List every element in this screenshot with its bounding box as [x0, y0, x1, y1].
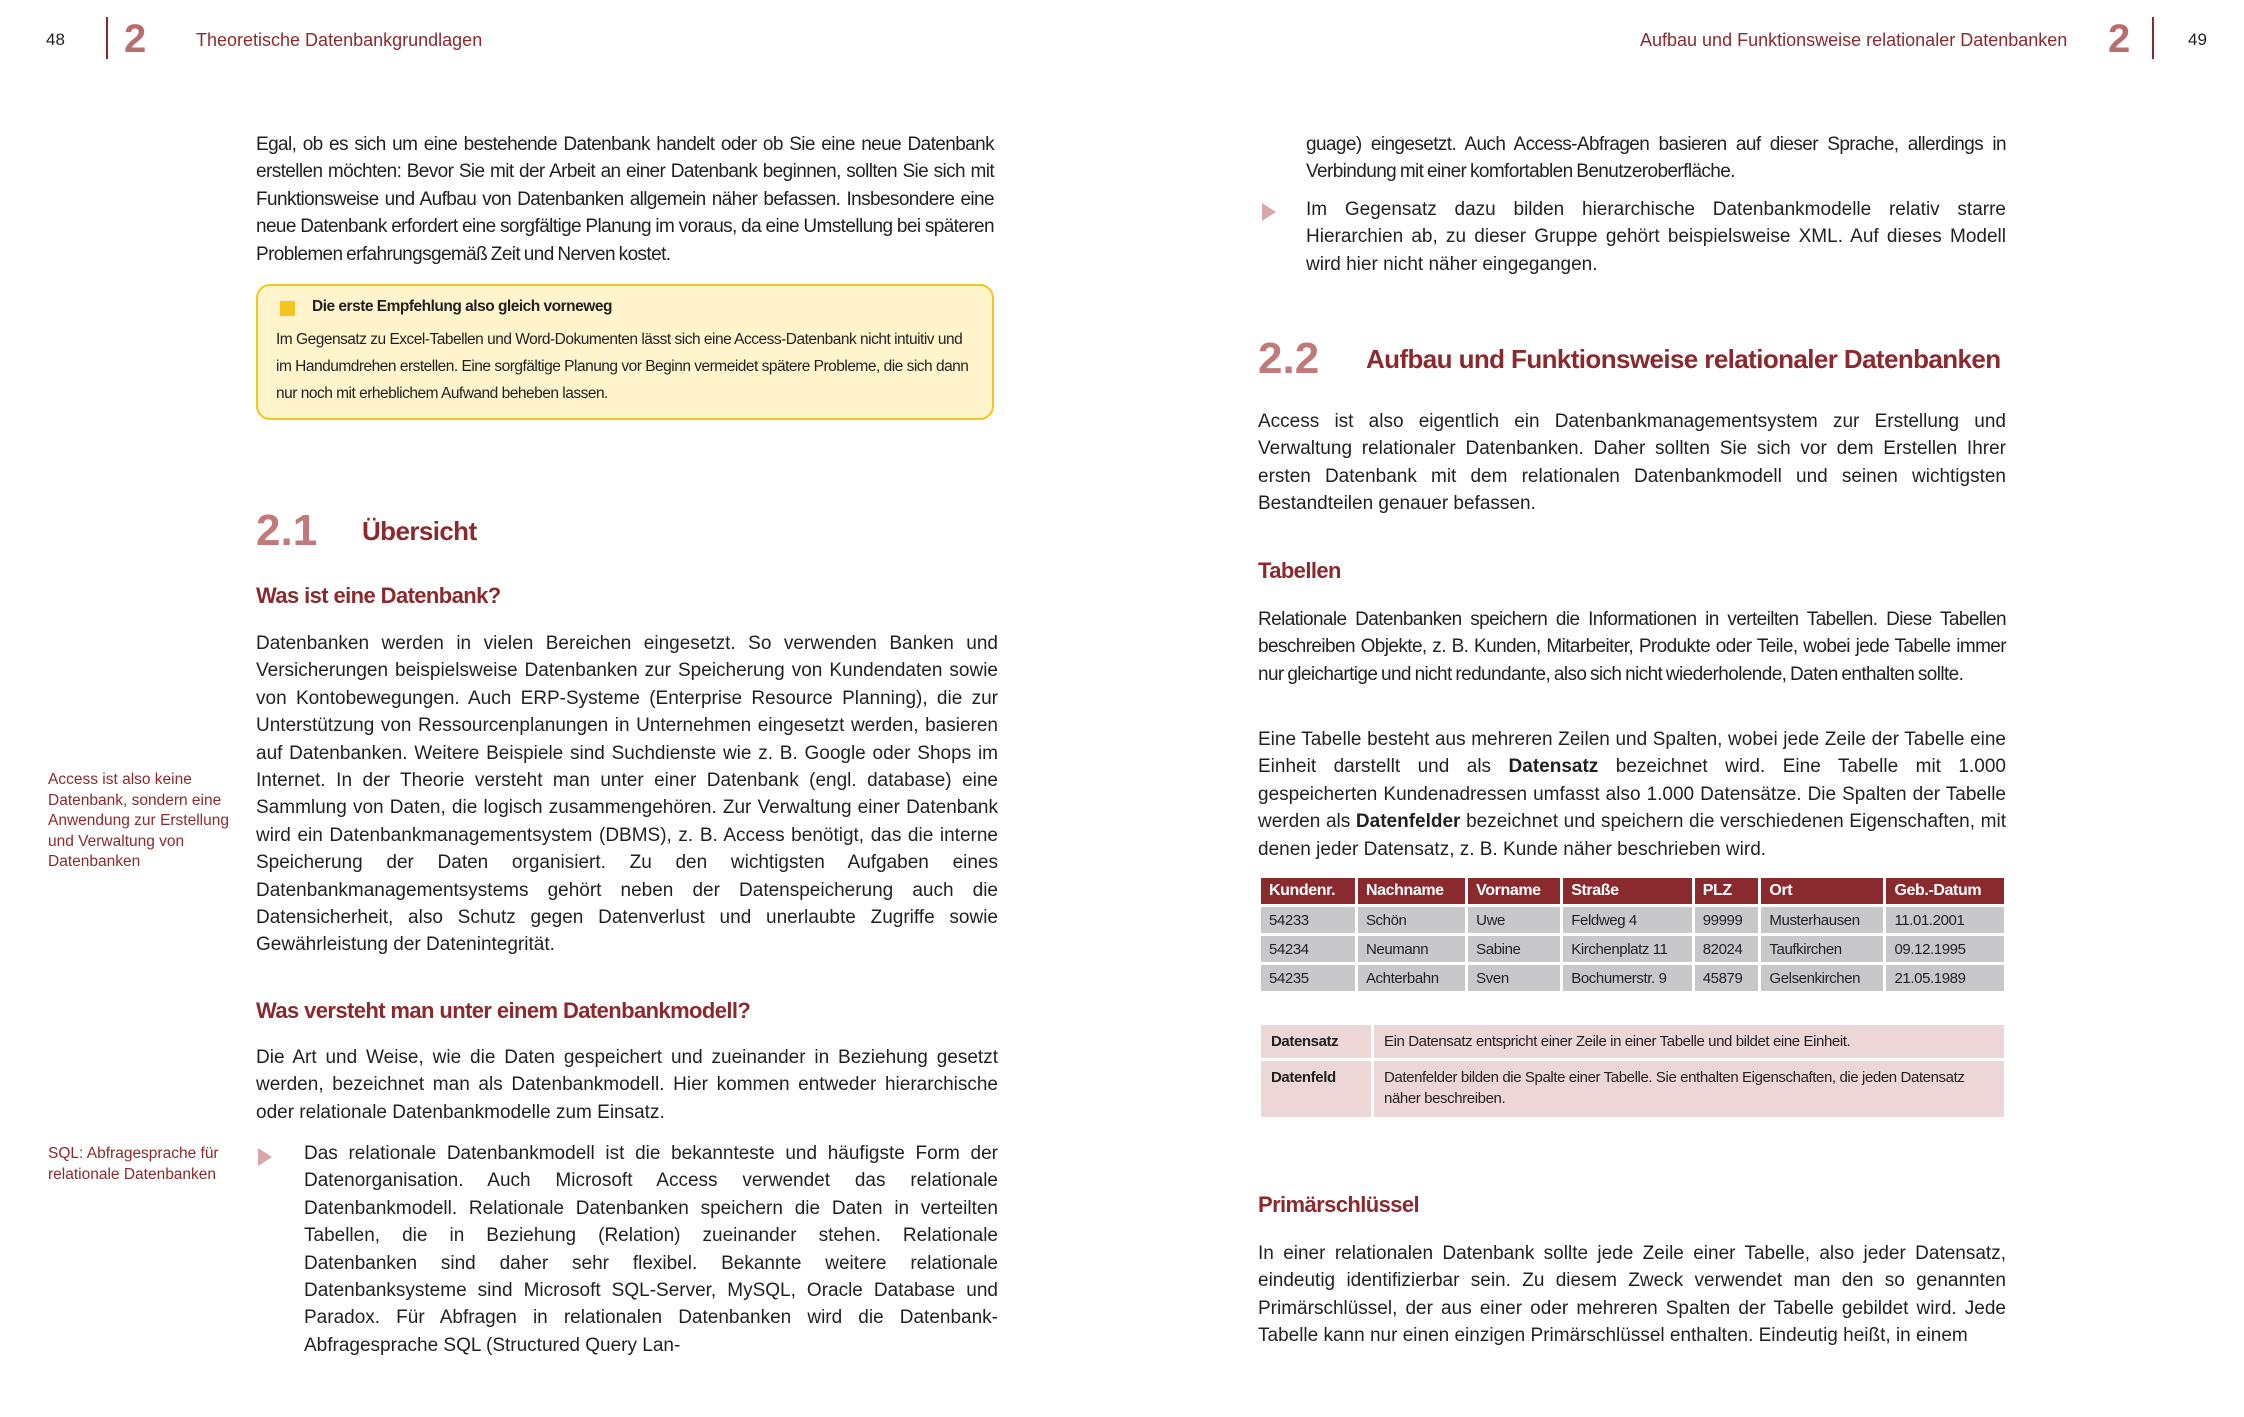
table-cell: Gelsenkirchen: [1761, 965, 1883, 991]
table-cell: 54233: [1261, 907, 1355, 933]
column-header: Nachname: [1358, 878, 1465, 904]
table-cell: Sabine: [1468, 936, 1560, 962]
definitions-table: [1258, 1022, 2007, 1120]
customer-table: [1258, 875, 2007, 994]
table-cell: 99999: [1695, 907, 1759, 933]
section-number: 2.2: [1258, 334, 1320, 383]
table-cell: Bochumerstr. 9: [1563, 965, 1691, 991]
running-title-right: Aufbau und Funktionsweise relationaler Datenbanken: [1640, 30, 2068, 50]
section-number: 2.1: [256, 506, 318, 555]
definition-row: [1261, 1061, 2004, 1117]
paragraph-datenbank: Datenbanken werden in vielen Bereichen eingesetzt. So verwenden Banken und Versicherungen beispielsweise Datenbanken zur Speicherung von Kundendaten sowie von Kontobewegungen. Auch ERP-Systeme (Enterprise Resource Planning), die zur Unterstützung von Ressourcenplanungen in Unternehmen eingesetzt werden, basieren auf Datenbanken. Weitere Beispiele sind Suchdienste wie z. B. Google oder Shops im Internet. In der Theorie versteht man unter einer Datenbank (engl. database) eine Sammlung von Daten, die logisch zusammengehören. Zur Verwaltung einer Datenbank wird ein Datenbankmanagementsystem (DBMS), z. B. Access benötigt, das die interne Speicherung der Daten organisiert. Zu den wichtigsten Aufgaben eines Datenbankmanagementsystems gehört neben der Datenspeicherung auch die Datensicherheit, also Schutz gegen Datenverlust und unerlaubte Zugriffe sowie Gewährleistung der Datenintegrität.: [256, 633, 998, 956]
term-datenfelder: Datenfelder: [1355, 811, 1461, 833]
table-row: [1261, 965, 2004, 991]
column-header: Ort: [1761, 878, 1883, 904]
chapter-number-right: 2: [2108, 17, 2131, 61]
bullet-triangle-icon: [258, 1148, 272, 1166]
table-row: [1261, 907, 2004, 933]
section-paragraph: Access ist also eigentlich ein Datenbankmanagementsystem zur Erstellung und Verwaltung relationaler Datenbanken. Daher sollten Sie sich vor dem Erstellen Ihrer ersten Datenbank mit dem relationalen Datenbankmodell und seinen wichtigsten Bestandteilen genauer befassen.: [1258, 411, 2006, 515]
table-cell: Feldweg 4: [1563, 907, 1691, 933]
table-cell: Taufkirchen: [1761, 936, 1883, 962]
bullet-triangle-icon: [1262, 203, 1276, 221]
intro-paragraph: Egal, ob es sich um eine bestehende Datenbank handelt oder ob Sie eine neue Datenbank erstellen möchten: Bevor Sie mit der Arbeit an einer Datenbank beginnen, sollten Sie sich mit Funktionsweise und Aufbau von Datenbanken allgemein näher befassen. Insbesondere eine neue Datenbank erfordert eine sorgfältige Planung im voraus, da eine Umstellung bei späteren Problemen erfahrungsgemäß Zeit und Nerven kostet.: [256, 134, 994, 265]
tip-title: Die erste Empfehlung also gleich vorneweg: [312, 298, 612, 315]
table-cell: Achterbahn: [1358, 965, 1465, 991]
column-header: Geb.-Datum: [1886, 878, 2004, 904]
table-cell: Uwe: [1468, 907, 1560, 933]
margin-note-sql: SQL: Abfragesprache für relationale Datenbanken: [48, 1145, 219, 1183]
running-title-left: Theoretische Datenbankgrundlagen: [196, 30, 483, 50]
table-cell: Schön: [1358, 907, 1465, 933]
tip-box: [256, 284, 994, 420]
column-header: Straße: [1563, 878, 1691, 904]
bullet-relational-continued: guage) eingesetzt. Auch Access-Abfragen basieren auf dieser Sprache, allerdings in Verbindung mit einer komfortablen Benutzeroberfläche.: [1306, 134, 2006, 183]
text-run: bezeichnet und speichern die verschiedenen Eigenschaften, mit denen jeder Datensatz, z. B. Kunde näher beschrieben wird.: [1258, 811, 2006, 860]
section-title: Übersicht: [362, 516, 477, 546]
definition-text: Datenfelder bilden die Spalte einer Tabelle. Sie enthalten Eigenschaften, die jeden Datensatz näher beschreiben.: [1374, 1061, 2004, 1117]
paragraph-datenbankmodell: Die Art und Weise, wie die Daten gespeichert und zueinander in Beziehung gesetzt werden, bezeichnet man als Datenbankmodell. Hier kommen entweder hierarchische oder relationale Datenbankmodelle zum Einsatz.: [256, 1047, 998, 1123]
definition-row: [1261, 1025, 2004, 1058]
subsection-heading-tabellen: Tabellen: [1258, 558, 1341, 583]
table-cell: 54234: [1261, 936, 1355, 962]
header-divider-right: [2152, 17, 2154, 59]
table-header-row: [1261, 878, 2004, 904]
paragraph-tabellen-2: [1258, 726, 2006, 863]
yellow-square-icon: [280, 301, 295, 316]
tip-text: Im Gegensatz zu Excel-Tabellen und Word-Dokumenten lässt sich eine Access-Datenbank nicht intuitiv und im Handumdrehen erstellen. Eine sorgfältige Planung vor Beginn vermeidet spätere Probleme, die sich dann nur noch mit erheblichem Aufwand beheben lassen.: [276, 331, 969, 402]
table-cell: Neumann: [1358, 936, 1465, 962]
term-datensatz: Datensatz: [1508, 756, 1599, 778]
paragraph-primaerschluessel: In einer relationalen Datenbank sollte jede Zeile einer Tabelle, also jeder Datensatz, eindeutig identifizierbar sein. Zu diesem Zweck verwendet man den so genannten Primärschlüssel, der aus einer oder mehreren Spalten der Tabelle gebildet wird. Jede Tabelle kann nur einen einzigen Primärschlüssel enthalten. Eindeutig heißt, in einem: [1258, 1243, 2006, 1347]
text-run: Eine Tabelle besteht aus mehreren Zeilen und Spalten, wobei jede Zeile der Tabelle eine Einheit darstellt und als: [1258, 729, 2006, 778]
definition-term: Datensatz: [1261, 1025, 1371, 1058]
header-divider-left: [106, 17, 108, 59]
section-title: Aufbau und Funktionsweise relationaler Datenbanken: [1366, 344, 2001, 374]
table-cell: Kirchenplatz 11: [1563, 936, 1691, 962]
bullet-hierarchical-model: Im Gegensatz dazu bilden hierarchische Datenbankmodelle relativ starre Hierarchien ab, zu dieser Gruppe gehört beispielsweise XML. Auf dieses Modell wird hier nicht näher eingegangen.: [1306, 199, 2006, 275]
text-run: bezeichnet wird. Eine Tabelle mit 1.000 gespeicherten Kundenadressen umfasst also 1.000 Datensätze. Die Spalten der Tabelle werden als: [1258, 756, 2006, 833]
bullet-relational-model: Das relationale Datenbankmodell ist die bekannteste und häufigste Form der Datenorganisation. Auch Microsoft Access verwendet das relationale Datenbankmodell. Relationale Datenbanken speichern die Daten in verteilten Tabellen, die in Beziehung (Relation) zueinander stehen. Relationale Datenbanken sind daher sehr flexibel. Bekannte weitere relationale Datenbanksysteme sind Microsoft SQL-Server, MySQL, Oracle Database und Paradox. Für Abfragen in relationalen Datenbanken wird die Datenbank-Abfragesprache SQL (Structured Query Lan-: [304, 1143, 998, 1356]
table-cell: Musterhausen: [1761, 907, 1883, 933]
page-number-left: 48: [46, 30, 65, 49]
table-cell: 54235: [1261, 965, 1355, 991]
paragraph-tabellen-1: Relationale Datenbanken speichern die Informationen in verteilten Tabellen. Diese Tabellen beschreiben Objekte, z. B. Kunden, Mitarbeiter, Produkte oder Teile, wobei jede Tabelle immer nur gleichartige und nicht redundante, also sich nicht wiederholende, Daten enthalten sollte.: [1258, 609, 2006, 685]
table-row: [1261, 936, 2004, 962]
table-cell: 21.05.1989: [1886, 965, 2004, 991]
chapter-number-left: 2: [124, 17, 147, 61]
definition-term: Datenfeld: [1261, 1061, 1371, 1117]
table-cell: 82024: [1695, 936, 1759, 962]
margin-note-access: Access ist also keine Datenbank, sondern eine Anwendung zur Erstellung und Verwaltung von Datenbanken: [48, 771, 229, 870]
definition-text: Ein Datensatz entspricht einer Zeile in einer Tabelle und bildet eine Einheit.: [1374, 1025, 2004, 1058]
subsection-heading-datenbankmodell: Was versteht man unter einem Datenbankmodell?: [256, 998, 751, 1023]
column-header: Kundenr.: [1261, 878, 1355, 904]
page-number-right: 49: [2188, 30, 2207, 49]
subsection-heading-primaerschluessel: Primärschlüssel: [1258, 1192, 1419, 1217]
column-header: PLZ: [1695, 878, 1759, 904]
table-cell: 11.01.2001: [1886, 907, 2004, 933]
table-cell: 45879: [1695, 965, 1759, 991]
table-cell: Sven: [1468, 965, 1560, 991]
column-header: Vorname: [1468, 878, 1560, 904]
subsection-heading-datenbank: Was ist eine Datenbank?: [256, 583, 501, 608]
table-cell: 09.12.1995: [1886, 936, 2004, 962]
